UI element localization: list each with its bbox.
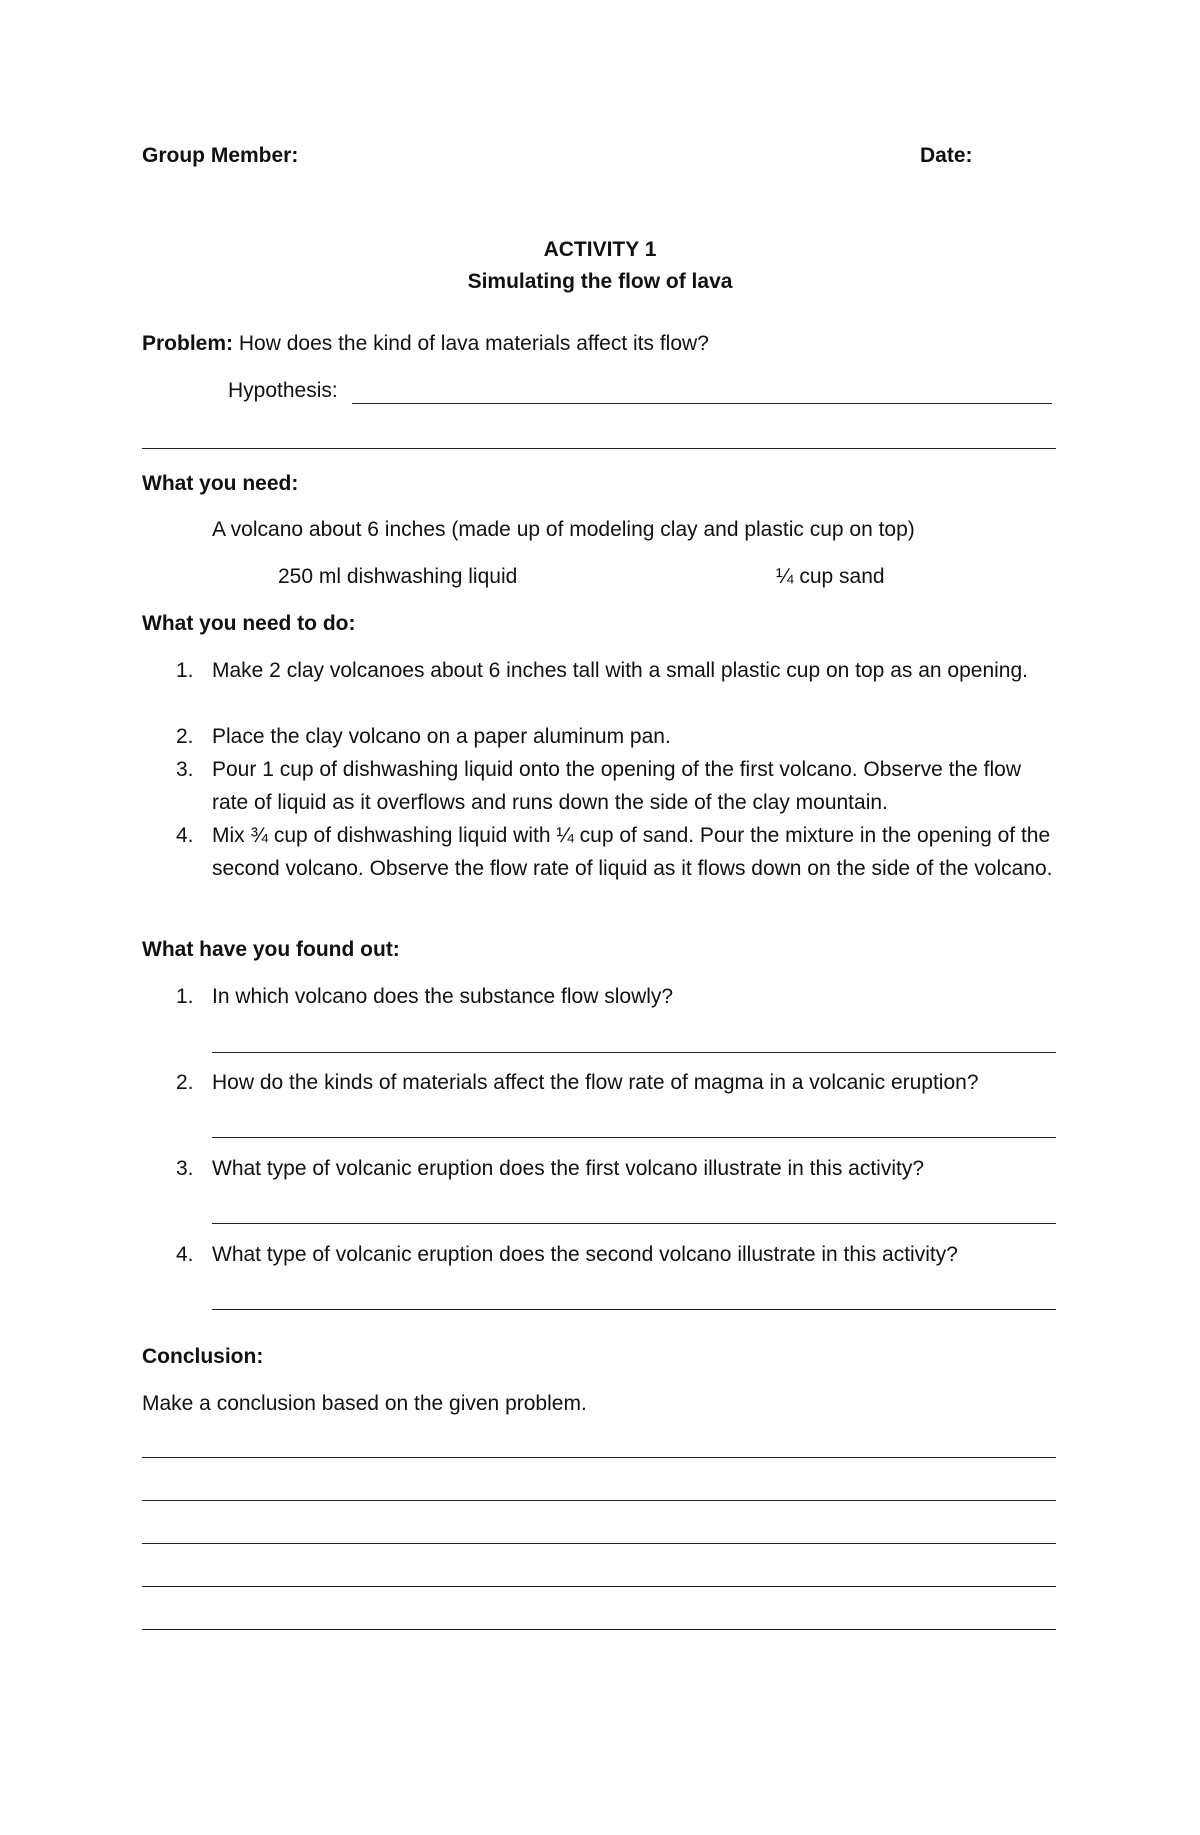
step-text: Make 2 clay volcanoes about 6 inches tall with a small plastic cup on top as an opening. (212, 659, 1028, 682)
activity-title: ACTIVITY 1 (543, 238, 657, 261)
step-text: Pour 1 cup of dishwashing liquid onto the opening of the first volcano. Observe the flow rate of liquid as it overflows and runs down the side of the clay mountain. (212, 758, 1021, 814)
hypothesis-label: Hypothesis: (228, 379, 338, 402)
question-text: In which volcano does the substance flow slowly? (212, 985, 674, 1008)
answer-line[interactable] (212, 1052, 1056, 1053)
question-text: How do the kinds of materials affect the flow rate of magma in a volcanic eruption? (212, 1071, 979, 1094)
material-item: A volcano about 6 inches (made up of modeling clay and plastic cup on top) (212, 518, 915, 541)
question-number: 4. (176, 1243, 194, 1266)
step-text: Place the clay volcano on a paper aluminum pan. (212, 725, 671, 748)
answer-line[interactable] (212, 1137, 1056, 1138)
step-number: 1. (176, 659, 194, 682)
procedure-heading: What you need to do: (142, 612, 356, 635)
problem-label: Problem: (142, 332, 234, 355)
step-text: Mix ¾ cup of dishwashing liquid with ¼ cup of sand. Pour the mixture in the opening of the second volcano. Observe the flow rate of liquid as it flows down on the side of the volcano. (212, 824, 1053, 880)
conclusion-heading: Conclusion: (142, 1345, 264, 1368)
problem-text: How does the kind of lava materials affect its flow? (238, 332, 709, 355)
findings-heading: What have you found out: (142, 938, 400, 961)
hypothesis-answer-line[interactable] (142, 448, 1056, 449)
materials-heading: What you need: (142, 472, 299, 495)
step-number: 2. (176, 725, 194, 748)
question-number: 2. (176, 1071, 194, 1094)
step-number: 3. (176, 758, 194, 781)
conclusion-answer-line[interactable] (142, 1457, 1056, 1458)
answer-line[interactable] (212, 1223, 1056, 1224)
activity-subtitle: Simulating the flow of lava (467, 270, 733, 293)
conclusion-answer-line[interactable] (142, 1586, 1056, 1587)
conclusion-answer-line[interactable] (142, 1500, 1056, 1501)
group-member-label: Group Member: (142, 144, 299, 167)
conclusion-answer-line[interactable] (142, 1543, 1056, 1544)
question-text: What type of volcanic eruption does the second volcano illustrate in this activity? (212, 1243, 958, 1266)
material-item: ¼ cup sand (776, 565, 885, 588)
question-text: What type of volcanic eruption does the first volcano illustrate in this activity? (212, 1157, 925, 1180)
question-number: 3. (176, 1157, 194, 1180)
conclusion-answer-line[interactable] (142, 1629, 1056, 1630)
problem (142, 330, 709, 358)
step-number: 4. (176, 824, 194, 847)
conclusion-instruction: Make a conclusion based on the given problem. (142, 1392, 587, 1415)
material-item: 250 ml dishwashing liquid (278, 565, 518, 588)
question-number: 1. (176, 985, 194, 1008)
answer-line[interactable] (212, 1309, 1056, 1310)
hypothesis-answer-line[interactable] (352, 403, 1052, 404)
date-label: Date: (920, 144, 973, 167)
